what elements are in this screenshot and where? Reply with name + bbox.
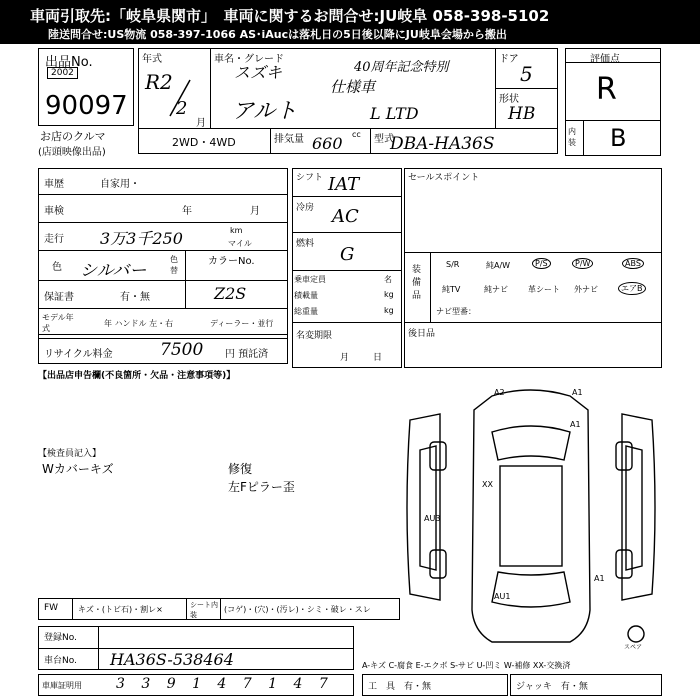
color-no-value: Z2S bbox=[214, 284, 247, 303]
equip-abs: ABS bbox=[622, 258, 644, 269]
fw-items: キズ・(トビ石)・割レ× bbox=[78, 605, 163, 614]
header-bar bbox=[0, 0, 700, 44]
shop-car-label: お店のクルマ bbox=[40, 130, 106, 143]
equip-aw: 純A/W bbox=[486, 261, 511, 270]
load-unit: kg bbox=[384, 290, 394, 299]
inspection-year: 年 bbox=[182, 206, 192, 217]
ac-label: 冷房 bbox=[296, 203, 315, 213]
inspection-label: 車検 bbox=[44, 206, 64, 217]
recycle-label: リサイクル料金 bbox=[44, 349, 113, 360]
inspector-note-2: 修復 bbox=[228, 462, 253, 476]
mileage-label: 走行 bbox=[44, 234, 64, 245]
tools-label: 工 具 有・無 bbox=[368, 682, 432, 692]
recycle-suffix: 円 預託済 bbox=[225, 349, 269, 360]
model-value: アルト bbox=[232, 99, 298, 124]
jack-label: ジャッキ 有・無 bbox=[516, 682, 588, 692]
weight-label: 総重量 bbox=[294, 307, 318, 316]
color-change-label: 色替 bbox=[170, 255, 178, 275]
equipment-label: 装備品 bbox=[412, 265, 422, 301]
spare-label: スペア bbox=[624, 644, 643, 651]
model-code-label: 型式 bbox=[374, 134, 394, 145]
grade-label: 評価点 bbox=[590, 54, 620, 65]
interior-label: 内装 bbox=[568, 127, 576, 147]
capacity-label: 乗車定員 bbox=[294, 275, 326, 284]
reg-no-label: 登録No. bbox=[44, 633, 77, 643]
load-label: 積載量 bbox=[294, 291, 318, 300]
capacity-unit: 名 bbox=[384, 275, 392, 284]
name-change-unit: 月日 bbox=[340, 353, 407, 363]
shape-value: HB bbox=[508, 104, 536, 124]
model-year-label: モデル年式 bbox=[42, 313, 74, 333]
color-label: 色 bbox=[52, 262, 62, 273]
cert-label: 車庫証明用 bbox=[42, 681, 82, 690]
sales-point-label: セールスポイント bbox=[408, 173, 480, 183]
lot-number-box bbox=[38, 48, 134, 126]
damage-a1-top: A1 bbox=[572, 388, 583, 397]
equip-ps: P/S bbox=[532, 258, 551, 269]
recycle-amount: 7500 bbox=[160, 340, 204, 360]
shape-label: 形状 bbox=[499, 94, 519, 105]
header-line-1: 車両引取先:「岐阜県関市」 車両に関するお問合せ:JU岐阜 058-398-5102 bbox=[30, 7, 550, 25]
dealer-label: ディーラー・並行 bbox=[210, 319, 274, 328]
seat-items: (コゲ)・(穴)・(汚レ)・シミ・破レ・スレ bbox=[224, 605, 371, 614]
equip-leather: 革シート bbox=[528, 285, 560, 294]
name-change-label: 名変期限 bbox=[296, 331, 333, 341]
history-label: 車歴 bbox=[44, 179, 64, 190]
mileage-value: 3万3千250 bbox=[100, 229, 183, 248]
chassis-label: 車台No. bbox=[44, 656, 77, 666]
mileage-km: km bbox=[230, 226, 243, 235]
interior-grade: B bbox=[610, 124, 627, 152]
ac-value: AC bbox=[332, 206, 359, 227]
shop-video-label: (店頭映像出品) bbox=[38, 147, 106, 158]
shift-label: シフト bbox=[296, 173, 324, 183]
cert-values: 3 3 9 1 4 7 1 4 7 bbox=[116, 676, 334, 692]
grade-value-3: L LTD bbox=[370, 104, 419, 123]
displacement-value: 660 bbox=[312, 134, 343, 153]
navi-model-label: ナビ型番： bbox=[436, 307, 476, 316]
mileage-mile: マイル bbox=[228, 239, 252, 248]
color-no-label: カラーNo. bbox=[208, 256, 255, 267]
damage-legend: A-キズ C-腐食 E-エクボ S-サビ U-凹ミ W-補修 XX-交換済 bbox=[362, 661, 571, 670]
damage-xx: XX bbox=[482, 480, 493, 489]
inspector-note-1: Wカバーキズ bbox=[42, 462, 114, 476]
warranty-options: 有・無 bbox=[120, 292, 150, 303]
maker-value: スズキ bbox=[234, 63, 283, 82]
model-code-value: DBA-HA36S bbox=[390, 134, 495, 154]
doors-value: 5 bbox=[520, 62, 533, 86]
cc-label: cc bbox=[352, 130, 361, 139]
lot-label: 出品No. bbox=[45, 55, 93, 70]
fw-label: FW bbox=[44, 603, 59, 613]
car-name-label: 車名・グレード bbox=[214, 54, 284, 65]
inspection-month: 月 bbox=[250, 206, 260, 217]
drive-options: 2WD・4WD bbox=[172, 136, 236, 149]
lot-number: 90097 bbox=[45, 91, 128, 121]
damage-au3: AU3 bbox=[424, 514, 441, 523]
year-label: 年式 bbox=[142, 54, 162, 65]
later-items-label: 後日品 bbox=[408, 329, 436, 339]
lot-year-box: 2002 bbox=[47, 67, 78, 79]
damage-au1: AU1 bbox=[494, 592, 511, 601]
equip-navi: 純ナビ bbox=[484, 285, 508, 294]
month-suffix: 月 bbox=[196, 118, 206, 129]
damage-a1-top-2: A1 bbox=[570, 420, 581, 429]
equip-ext-navi: 外ナビ bbox=[574, 285, 598, 294]
handle-label: 年 ハンドル 左・右 bbox=[104, 319, 174, 328]
color-value: シルバー bbox=[80, 261, 147, 281]
weight-unit: kg bbox=[384, 306, 394, 315]
damage-a1-bottom: A1 bbox=[594, 574, 605, 583]
shift-value: IAT bbox=[328, 174, 360, 195]
seat-label: シート内装 bbox=[190, 601, 218, 619]
equip-tv: 純TV bbox=[442, 285, 461, 294]
sales-point-box bbox=[404, 168, 662, 368]
seller-declaration-label: 【出品店申告欄(不良箇所・欠品・注意事項等)】 bbox=[38, 371, 236, 381]
fuel-label: 燃料 bbox=[296, 239, 315, 249]
grade-score: R bbox=[596, 72, 617, 107]
year-value: R2 bbox=[145, 70, 173, 94]
grade-value-1: 40周年記念特別 bbox=[354, 60, 449, 75]
damage-a2: A2 bbox=[494, 388, 505, 397]
inspector-note-3: 左Fピラー歪 bbox=[228, 480, 295, 494]
chassis-value: HA36S-538464 bbox=[110, 650, 234, 669]
grade-value-2: 仕様車 bbox=[330, 78, 376, 96]
inspector-label: 【検査員記入】 bbox=[38, 449, 102, 459]
fuel-value: G bbox=[340, 244, 355, 265]
equip-airbag: エアB bbox=[618, 282, 646, 295]
header-line-2: 陸送問合せ:US物流 058-397-1066 AS･iAucは落札日の5日後以降にJU岐阜会場から搬出 bbox=[48, 28, 507, 41]
displacement-label: 排気量 bbox=[274, 134, 304, 145]
warranty-label: 保証書 bbox=[44, 292, 74, 303]
equip-sr: S/R bbox=[446, 260, 460, 269]
month-value: 2 bbox=[176, 98, 188, 119]
history-options: 自家用・ bbox=[100, 179, 140, 190]
equip-pw: P/W bbox=[572, 258, 593, 269]
doors-label: ドア bbox=[499, 54, 519, 65]
